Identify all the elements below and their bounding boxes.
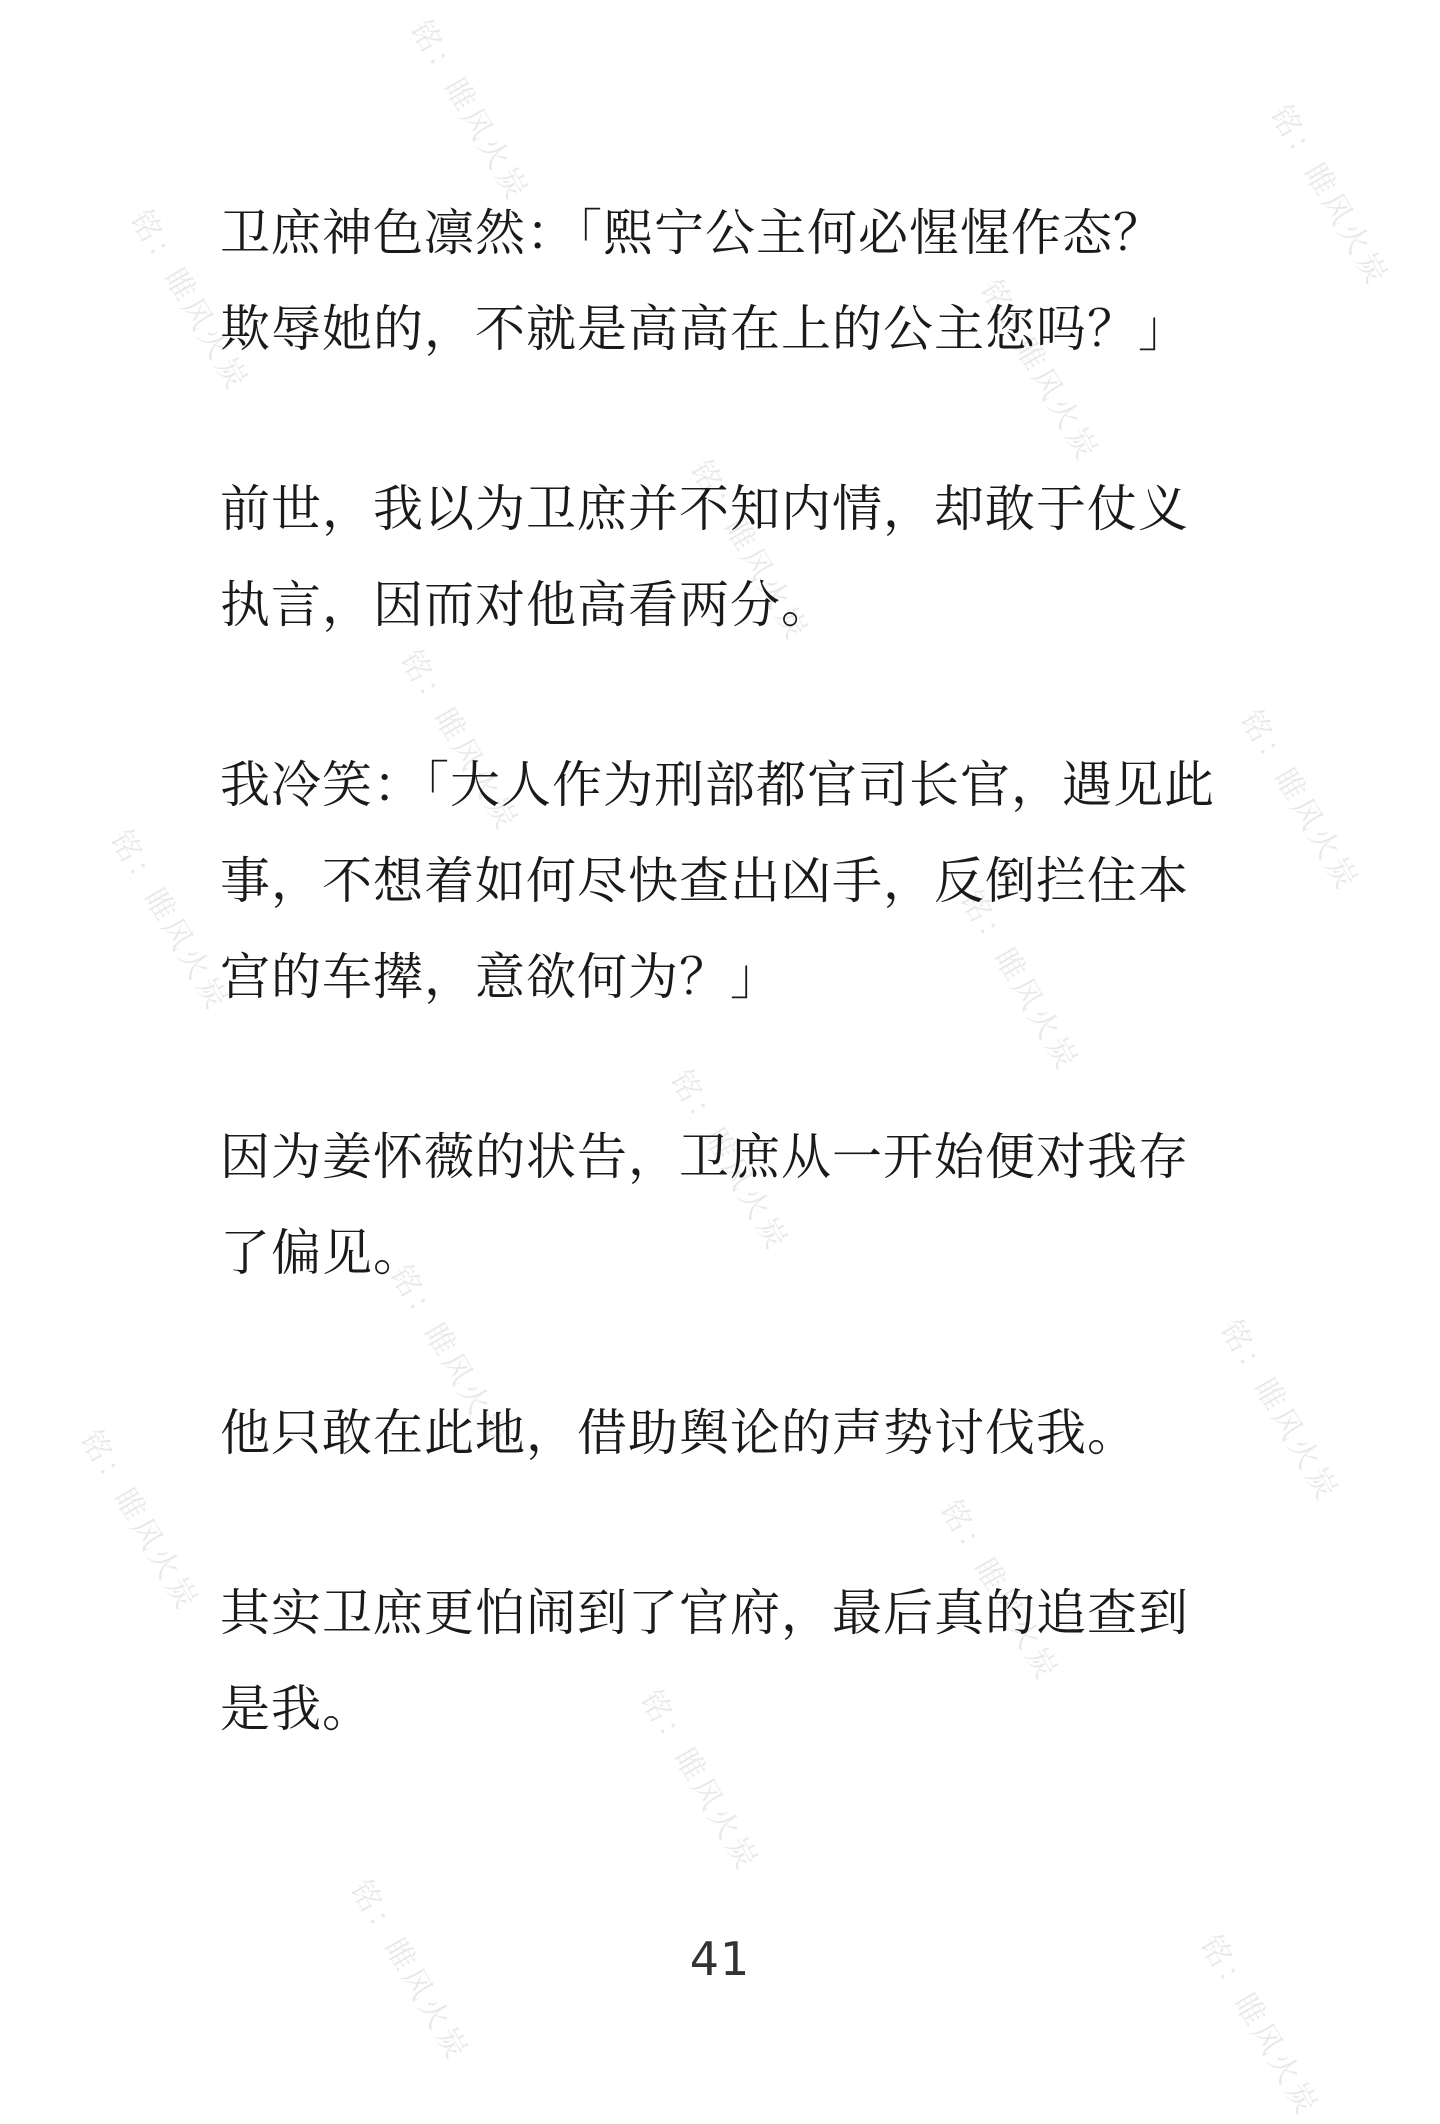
- text-line: 其实卫庶更怕闹到了官府，最后真的追查到: [220, 1584, 1189, 1642]
- paragraph: [220, 1385, 1230, 1481]
- text-line: 前世，我以为卫庶并不知内情，却敢于仗义: [220, 480, 1189, 538]
- watermark: 铭：睢风火炭: [102, 824, 236, 1019]
- watermark: 铭：睢风火炭: [1232, 704, 1366, 899]
- text-line: 因为姜怀薇的状告，卫庶从一开始便对我存: [220, 1128, 1189, 1186]
- page-number: 41: [689, 1932, 751, 1986]
- watermark: 铭：睢风火炭: [682, 454, 816, 649]
- text-line: 事，不想着如何尽快查出凶手，反倒拦住本: [220, 852, 1189, 910]
- watermark: 铭：睢风火炭: [122, 204, 256, 399]
- watermark: 铭：睢风火炭: [392, 644, 526, 839]
- text-line: 执言，因而对他高看两分。: [220, 576, 832, 634]
- watermark: 铭：睢风火炭: [72, 1424, 206, 1619]
- paragraph: [220, 461, 1230, 653]
- text-line: 宫的车撵，意欲何为？」: [220, 948, 781, 1006]
- watermark: 铭：睢风火炭: [972, 274, 1106, 469]
- watermark: 铭：睢风火炭: [402, 14, 536, 209]
- watermark: 铭：睢风火炭: [932, 1494, 1066, 1689]
- watermark: 铭：睢风火炭: [662, 1064, 796, 1259]
- story-text: [220, 185, 1230, 1757]
- text-line: 了偏见。: [220, 1224, 424, 1282]
- text-line: 欺辱她的，不就是高高在上的公主您吗？」: [220, 300, 1189, 358]
- watermark: 铭：睢风火炭: [1192, 1929, 1326, 2124]
- paragraph: [220, 185, 1230, 377]
- watermark: 铭：睢风火炭: [1212, 1314, 1346, 1509]
- text-line: 他只敢在此地，借助舆论的声势讨伐我。: [220, 1404, 1138, 1462]
- paragraph: [220, 737, 1230, 1025]
- watermark: 铭：睢风火炭: [1262, 99, 1396, 294]
- text-line: 是我。: [220, 1680, 373, 1738]
- text-line: 我冷笑：「大人作为刑部都官司长官，遇见此: [220, 756, 1215, 814]
- paragraph: [220, 1109, 1230, 1301]
- watermark: 铭：睢风火炭: [632, 1684, 766, 1879]
- watermark: 铭：睢风火炭: [952, 884, 1086, 1079]
- watermark: 铭：睢风火炭: [382, 1259, 516, 1454]
- text-line: 卫庶神色凛然：「熙宁公主何必惺惺作态？: [220, 204, 1164, 262]
- watermark: 铭：睢风火炭: [342, 1874, 476, 2069]
- paragraph: [220, 1565, 1230, 1757]
